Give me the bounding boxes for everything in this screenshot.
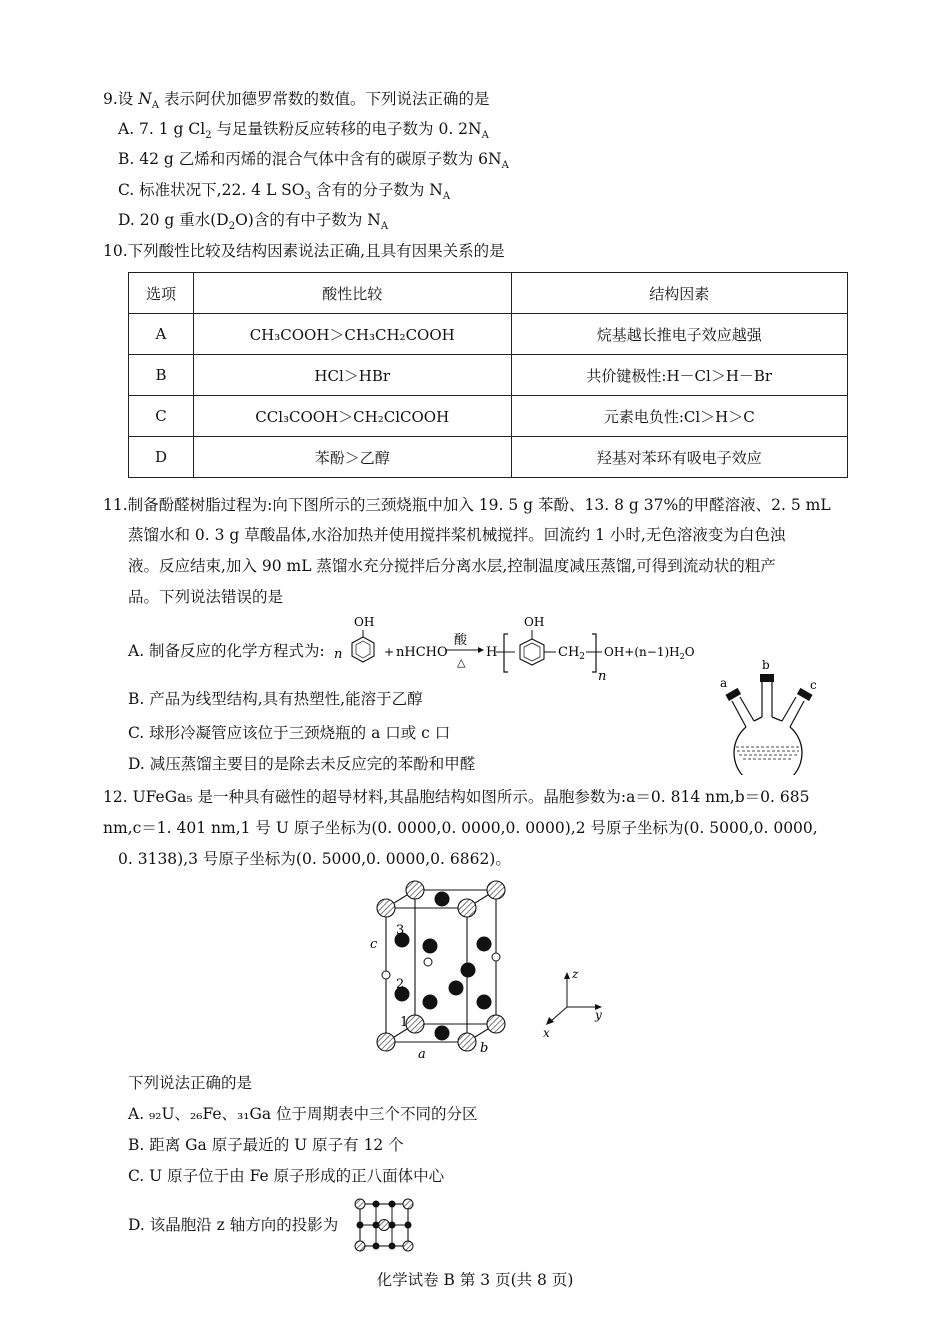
row-compare: HCl＞HBr <box>193 355 511 396</box>
eq-n1: n <box>334 647 343 662</box>
u-atoms <box>377 881 505 1051</box>
q11-line4: 品。下列说法错误的是 <box>128 588 284 606</box>
q12-option-d: D. 该晶胞沿 z 轴方向的投影为 <box>128 1216 339 1234</box>
table-row <box>129 437 848 478</box>
table-header-row <box>129 273 848 314</box>
proj-ga-atom <box>357 1222 364 1229</box>
header-option: 选项 <box>129 273 194 314</box>
ga-atom <box>461 963 476 978</box>
reaction-equation <box>332 612 702 687</box>
axes-diagram <box>535 965 615 1040</box>
q9-option-c: C. 标准状况下,22. 4 L $SO_3$ 含有的分子数为 $N_A$ <box>118 181 451 203</box>
q11-option-a: A. 制备反应的化学方程式为: <box>128 642 325 660</box>
row-compare: 苯酚＞乙醇 <box>193 437 511 478</box>
q9-option-a: A. 7. 1 g $Cl_2$ 与足量铁粉反应转移的电子数为 0. $2N_A$ <box>118 120 489 142</box>
ga-atom <box>435 1026 450 1041</box>
ga-atom <box>477 937 492 952</box>
q12-prompt: 下列说法正确的是 <box>128 1074 253 1092</box>
cell-label-b: b <box>480 1041 489 1056</box>
proj-center-atom <box>379 1220 390 1231</box>
eq-oh1: OH <box>354 615 375 629</box>
left-bracket <box>504 634 508 672</box>
fe-atom <box>424 958 432 966</box>
q12-option-c: C. U 原子位于由 Fe 原子形成的正八面体中心 <box>128 1167 445 1185</box>
proj-ga-atom <box>389 1222 396 1229</box>
header-factor: 结构因素 <box>511 273 847 314</box>
row-option: B <box>129 355 194 396</box>
eq-ch2: $CH_2$ <box>558 645 586 662</box>
eq-acid: 酸 <box>454 633 468 648</box>
u-atom <box>377 1033 395 1051</box>
flask-label-b: b <box>762 658 770 672</box>
row-factor: 元素电负性:Cl＞H＞C <box>511 396 847 437</box>
proj-u-atom <box>355 1199 365 1209</box>
proj-ga-atom <box>373 1201 380 1208</box>
stopper-a <box>725 688 741 701</box>
row-factor: 羟基对苯环有吸电子效应 <box>511 437 847 478</box>
crystal-cell-diagram <box>362 876 522 1061</box>
u-atom <box>458 899 476 917</box>
eq-n2: n <box>598 669 607 684</box>
q11-option-d: D. 减压蒸馏主要目的是除去未反应完的苯酚和甲醛 <box>128 755 476 773</box>
cell-label-a: a <box>418 1047 426 1061</box>
u-atom <box>377 899 395 917</box>
u-atom <box>487 1015 505 1033</box>
proj-u-atom <box>355 1241 365 1251</box>
q11-option-c: C. 球形冷凝管应该位于三颈烧瓶的 a 口或 c 口 <box>128 724 451 742</box>
eq-tail: $OH+(n-1)H_2O$ <box>604 645 695 661</box>
fe-atoms <box>382 953 500 979</box>
row-factor: 烷基越长推电子效应越强 <box>511 314 847 355</box>
q11-line3: 液。反应结束,加入 90 mL 蒸馏水充分搅拌后分离水层,控制温度减压蒸馏,可得到流动状的粗产 <box>128 557 776 575</box>
q12-line2: nm,c＝1. 401 nm,1 号 U 原子坐标为(0. 0000,0. 0000,0. 0000),2 号原子坐标为(0. 5000,0. 0000, <box>103 819 818 837</box>
q10-stem: 10.下列酸性比较及结构因素说法正确,且具有因果关系的是 <box>103 242 505 260</box>
q9-option-d: D. 20 g 重水$(D_2O)$含的有中子数为 $N_A$ <box>118 211 389 233</box>
q12-option-b: B. 距离 Ga 原子最近的 U 原子有 12 个 <box>128 1136 404 1154</box>
ga-atom <box>435 892 450 907</box>
u-atom <box>458 1033 476 1051</box>
proj-ga-atom <box>389 1243 396 1250</box>
cell-label-3: 3 <box>396 923 405 938</box>
eq-oh2: OH <box>524 615 545 629</box>
eq-hcho: nHCHO <box>396 645 448 660</box>
table-row <box>129 314 848 355</box>
proj-u-atom <box>403 1241 413 1251</box>
row-option: C <box>129 396 194 437</box>
proj-ga-atom <box>373 1243 380 1250</box>
proj-ga-atom <box>389 1201 396 1208</box>
ga-atom <box>449 981 464 996</box>
u-atom <box>406 1015 424 1033</box>
eq-h: H <box>486 645 498 660</box>
eq-plus: + <box>384 645 395 659</box>
row-compare: CH₃COOH＞CH₃CH₂COOH <box>193 314 511 355</box>
flask-label-c: c <box>810 678 817 692</box>
cell-label-1: 1 <box>400 1015 409 1030</box>
q12-line3: 0. 3138),3 号原子坐标为(0. 5000,0. 0000,0. 6862)。 <box>118 850 511 868</box>
table-row <box>129 396 848 437</box>
page-footer: 化学试卷 B 第 3 页(共 8 页) <box>376 1271 574 1289</box>
u-atom <box>406 881 424 899</box>
fe-atom <box>492 953 500 961</box>
ga-atom <box>477 995 492 1010</box>
row-factor: 共价键极性:H－Cl＞H－Br <box>511 355 847 396</box>
proj-u-atom <box>403 1199 413 1209</box>
header-acidity: 酸性比较 <box>193 273 511 314</box>
axis-z: z <box>572 967 579 981</box>
flask-label-a: a <box>720 676 728 690</box>
q12-line1: 12. UFeGa₅ 是一种具有磁性的超导材料,其晶胞结构如图所示。晶胞参数为:a＝0. 814 nm,b＝0. 685 <box>103 788 810 806</box>
q9-stem: 9.设 $N_A$ 表示阿伏加德罗常数的数值。下列说法正确的是 <box>103 90 490 112</box>
cell-label-2: 2 <box>396 977 405 992</box>
q11-option-b: B. 产品为线型结构,具有热塑性,能溶于乙醇 <box>128 690 423 708</box>
q9-option-b: B. 42 g 乙烯和丙烯的混合气体中含有的碳原子数为 $6N_A$ <box>118 150 509 172</box>
row-option: D <box>129 437 194 478</box>
stopper-b <box>760 674 774 682</box>
q11-line1: 11.制备酚醛树脂过程为:向下图所示的三颈烧瓶中加入 19. 5 g 苯酚、13. 8 g 37%的甲醛溶液、2. 5 mL <box>103 496 831 514</box>
u-atom <box>487 881 505 899</box>
table-row <box>129 355 848 396</box>
fe-atom <box>382 971 390 979</box>
eq-delta: △ <box>457 656 466 669</box>
proj-ga-atom <box>373 1222 380 1229</box>
right-bracket <box>592 634 596 672</box>
z-projection-diagram <box>352 1196 418 1256</box>
q11-line2: 蒸馏水和 0. 3 g 草酸晶体,水浴加热并使用搅拌桨机械搅拌。回流约 1 小时,无色溶液变为白色浊 <box>128 526 786 544</box>
row-compare: CCl₃COOH＞CH₂ClCOOH <box>193 396 511 437</box>
cell-label-c: c <box>370 937 378 952</box>
proj-ga-atom <box>405 1222 412 1229</box>
q10-table <box>128 272 848 478</box>
axis-x: x <box>543 1026 550 1040</box>
ga-atom <box>423 939 438 954</box>
three-neck-flask <box>710 655 840 775</box>
axis-y: y <box>595 1008 602 1022</box>
q12-option-a: A. ₉₂U、₂₆Fe、₃₁Ga 位于周期表中三个不同的分区 <box>128 1105 478 1123</box>
flask-bulb <box>734 717 802 775</box>
ga-atom <box>423 995 438 1010</box>
row-option: A <box>129 314 194 355</box>
